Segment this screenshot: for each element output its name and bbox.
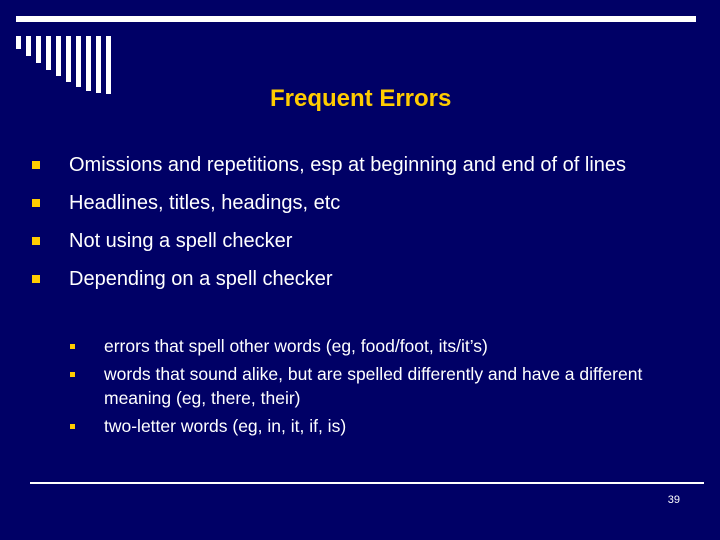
top-decorative-rule [16, 16, 696, 22]
small-square-bullet-icon [70, 372, 75, 377]
sub-bullet-text: two-letter words (eg, in, it, if, is) [104, 416, 347, 436]
decorative-bar [46, 36, 51, 70]
decorative-bar [66, 36, 71, 82]
sub-bullet-item [70, 414, 700, 438]
bullet-text: Depending on a spell checker [69, 268, 333, 290]
decorative-bar [26, 36, 31, 56]
decorative-vertical-bars [16, 36, 126, 94]
sub-bullet-list [70, 334, 700, 438]
small-square-bullet-icon [70, 424, 75, 429]
decorative-bar [36, 36, 41, 63]
decorative-bar [76, 36, 81, 87]
sub-bullet-text: words that sound alike, but are spelled differently and have a different meaning (eg, there, their) [104, 364, 643, 408]
bullet-item [32, 226, 702, 256]
sub-bullet-item [70, 334, 700, 358]
slide-title: Frequent Errors [270, 85, 452, 112]
decorative-bar [86, 36, 91, 91]
square-bullet-icon [32, 237, 40, 245]
square-bullet-icon [32, 161, 40, 169]
bullet-item [32, 264, 702, 294]
decorative-bar [16, 36, 21, 49]
bullet-item [32, 188, 702, 218]
decorative-bar [56, 36, 61, 76]
decorative-bar [106, 36, 111, 94]
sub-bullet-text: errors that spell other words (eg, food/foot, its/it’s) [104, 336, 488, 356]
bullet-text: Not using a spell checker [69, 230, 293, 252]
bottom-rule [30, 482, 704, 484]
bullet-text: Headlines, titles, headings, etc [69, 192, 341, 214]
bullet-item [32, 150, 702, 180]
square-bullet-icon [32, 199, 40, 207]
bullet-text: Omissions and repetitions, esp at beginning and end of of lines [69, 154, 627, 176]
square-bullet-icon [32, 275, 40, 283]
bullet-list [32, 150, 702, 294]
decorative-bar [96, 36, 101, 93]
page-number: 39 [667, 494, 680, 506]
sub-bullet-item [70, 362, 700, 410]
small-square-bullet-icon [70, 344, 75, 349]
